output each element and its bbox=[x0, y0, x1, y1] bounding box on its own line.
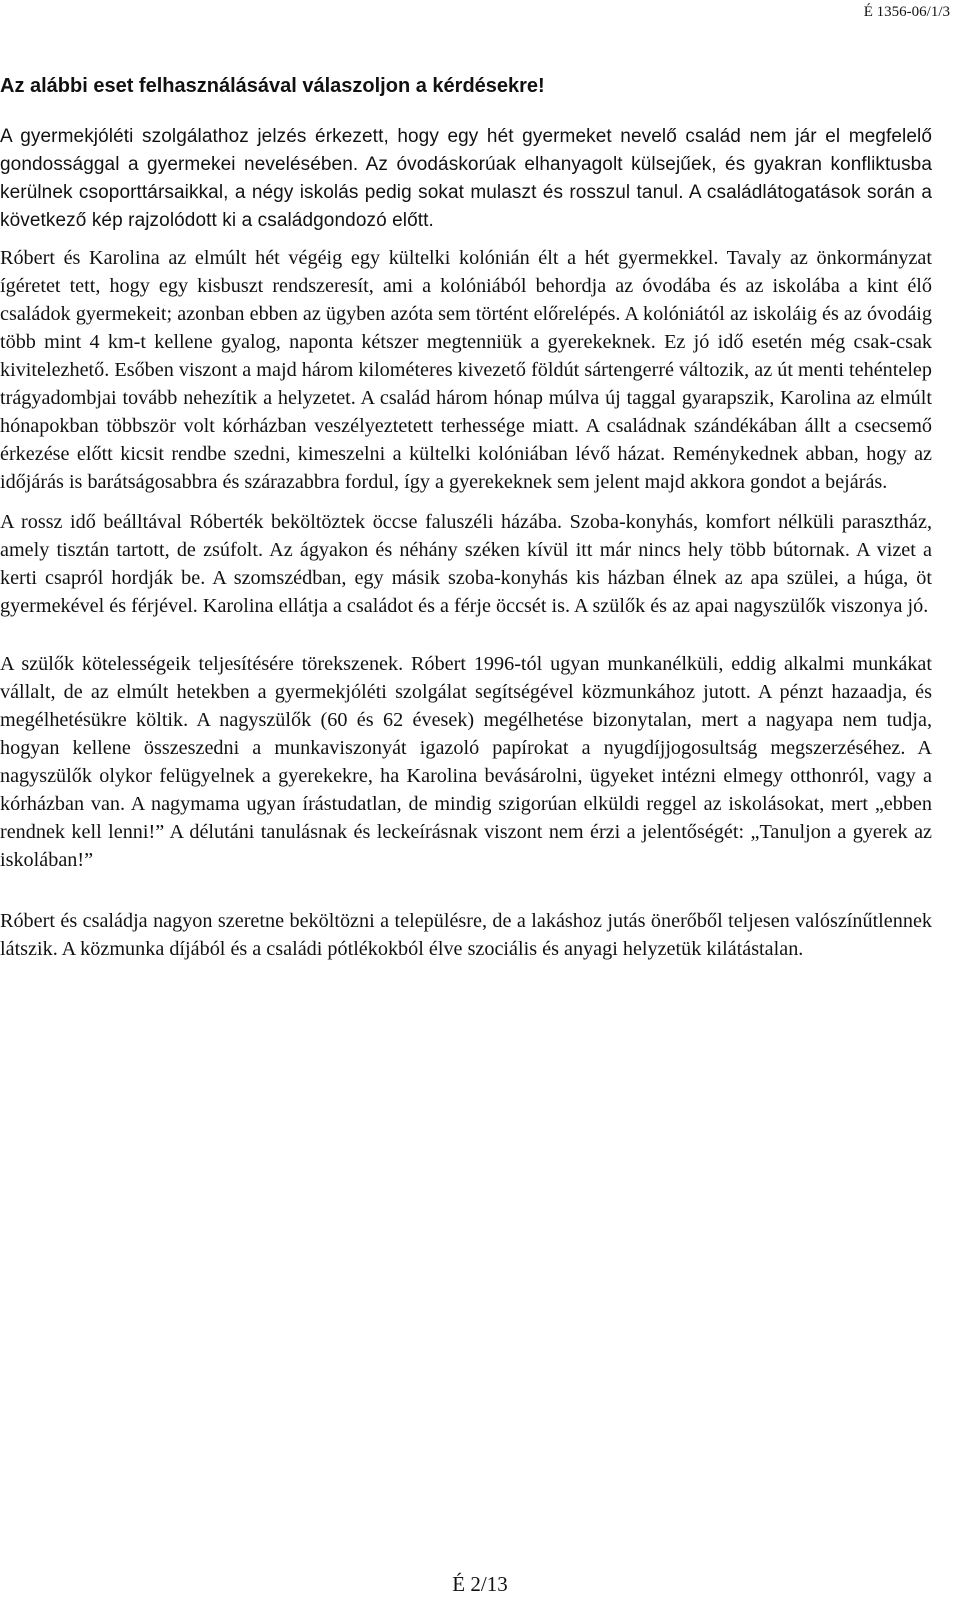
case-paragraph-outlook: Róbert és családja nagyon szeretne beköltözni a településre, de a lakáshoz jutás önerőből teljesen valószínűtlennek látszik. A közmunka díjából és a családi pótlékokból élve szociális és anyagi helyzetük kilátástalan. bbox=[0, 910, 932, 960]
case-paragraph-house: A rossz idő beálltával Róberték beköltöztek öccse faluszéli házába. Szoba-konyhás, komfort nélküli parasztház, amely tisztán tartott, de zsúfolt. Az ágyakon és néhány széken kívül itt már nincs hely több bútornak. A vizet a kerti csapról hordják be. A szomszédban, egy másik szoba-konyhás kis házban élnek az apa szülei, a húga, öt gyermekével és férjével. Karolina ellátja a családot és a férje öccsét is. A szülők és az apai nagyszülők viszonya jó. bbox=[0, 511, 932, 617]
document-body bbox=[0, 72, 932, 963]
case-paragraph-colony: Róbert és Karolina az elmúlt hét végéig egy kültelki kolónián élt a hét gyermekkel. Tavaly az önkormányzat ígéretet tett, hogy egy kisbuszt rendszeresít, ami a kolóniából behordja az óvodába és az iskolába a kint élő családok gyermekeit; azonban ebben az ügyben azóta sem történt előrelépés. A kolóniától az iskoláig és az óvodáig több mint 4 km-t kellene gyalog, naponta kétszer megtenniük a gyerekeknek. Ez jó idő esetén még csak-csak kivitelezhető. Esőben viszont a majd három kilométeres kivezető földút sártengerré változik, az út menti tehéntelep trágyadombjai tovább nehezítik a helyzetet. A család három hónap múlva új taggal gyarapszik, Karolina az elmúlt hónapokban többször volt kórházban veszélyeztetett terhessége miatt. A családnak szándékában állt a csecsemő érkezése előtt kicsit rendbe szedni, kimeszelni a kültelki kolóniában lévő házat. Reménykednek abban, hogy az időjárás is barátságosabbra és szárazabbra fordul, így a gyerekeknek sem jelent majd akkora gondot a bejárás. bbox=[0, 247, 932, 493]
case-paragraph-intro: A gyermekjóléti szolgálathoz jelzés érkezett, hogy egy hét gyermeket nevelő család nem jár el megfelelő gondossággal a gyermekei nevelésében. Az óvodáskorúak elhanyagolt külsejűek, és gyakran konfliktusba kerülnek csoporttársaikkal, a négy iskolás pedig sokat mulaszt és rosszul tanul. A családlátogatások során a következő kép rajzolódott ki a családgondozó előtt. bbox=[0, 126, 932, 231]
exam-code: É 1356-06/1/3 bbox=[863, 4, 950, 20]
case-paragraph-parents: A szülők kötelességeik teljesítésére törekszenek. Róbert 1996-tól ugyan munkanélküli, eddig alkalmi munkákat vállalt, de az elmúlt hetekben a gyermekjóléti szolgálat segítségével közmunkához jutott. A pénzt hazaadja, és megélhetésükre költik. A nagyszülők (60 és 62 évesek) megélhetése bizonytalan, mert a nagyapa nem tudja, hogyan kellene összeszedni a munkaviszonyát igazoló papírokat a nyugdíjjogosultság megszerzéséhez. A nagyszülők olykor felügyelnek a gyerekekre, ha Karolina bevásárolni, ügyeket intézni elmegy otthonról, vagy a kórházban van. A nagymama ugyan írástudatlan, de mindig szigorúan elküldi reggel az iskolásokat, mert „ebben rendnek kell lenni!” A délutáni tanulásnak és leckeírásnak viszont nem érzi a jelentőségét: „Tanuljon a gyerek az iskolában!” bbox=[0, 653, 932, 871]
page-number: É 2/13 bbox=[452, 1572, 508, 1596]
instruction-heading: Az alábbi eset felhasználásával válaszoljon a kérdésekre! bbox=[0, 75, 545, 97]
